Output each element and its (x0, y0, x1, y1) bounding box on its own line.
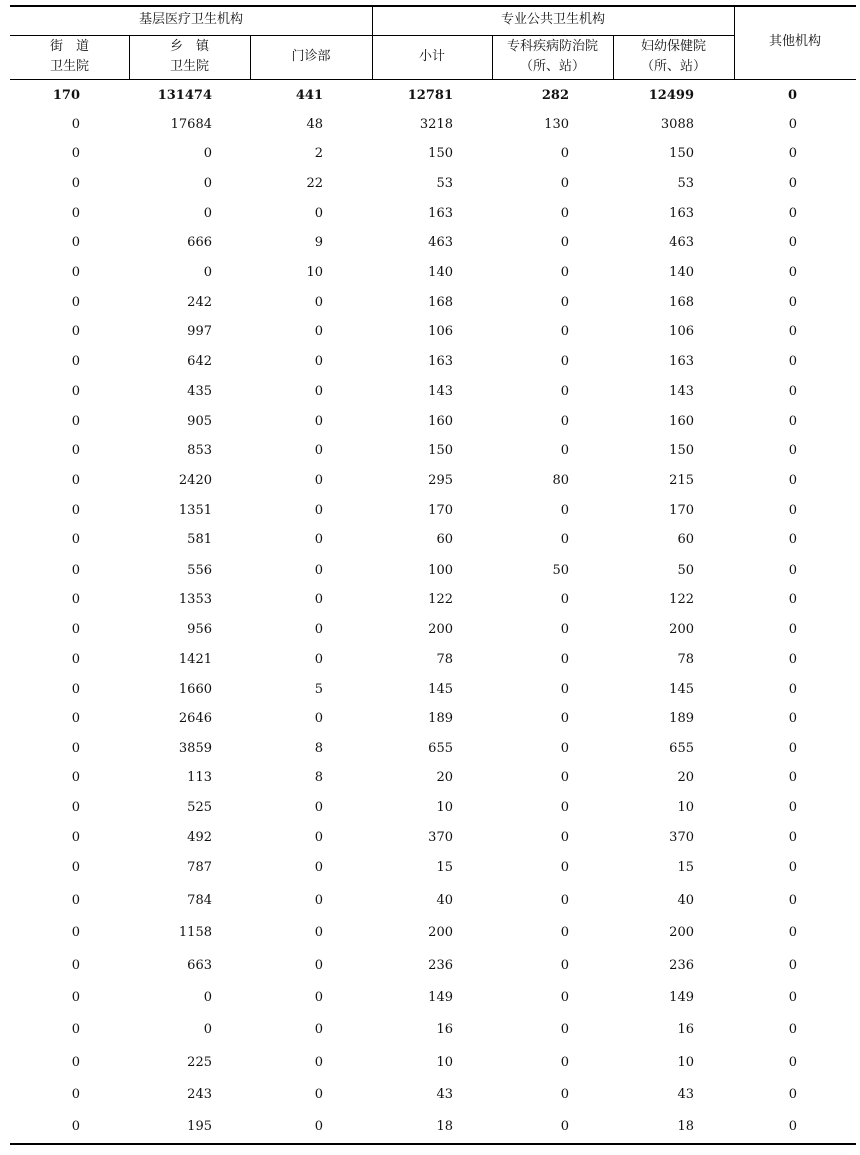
cell-clinic: 0 (314, 958, 323, 973)
cell-specialist: 0 (560, 1022, 569, 1037)
cell-mch: 150 (669, 146, 694, 161)
cell-specialist: 0 (560, 146, 569, 161)
cell-town: 17684 (170, 117, 212, 132)
cell-specialist: 282 (541, 88, 569, 103)
cell-specialist: 50 (552, 563, 569, 578)
cell-street: 0 (71, 682, 80, 697)
cell-street: 0 (71, 958, 80, 973)
cell-clinic: 0 (314, 206, 323, 221)
cell-clinic: 8 (314, 770, 323, 785)
cell-other: 0 (788, 206, 797, 221)
cell-town: 663 (187, 958, 212, 973)
header-subtotal: 小计 (418, 49, 445, 64)
cell-street: 170 (52, 88, 80, 103)
cell-clinic: 0 (314, 800, 323, 815)
cell-clinic: 0 (314, 473, 323, 488)
cell-town: 2420 (178, 473, 212, 488)
cell-clinic: 0 (314, 563, 323, 578)
cell-clinic: 5 (314, 682, 323, 697)
header-mch-line2: （所、站） (640, 59, 706, 74)
cell-clinic: 0 (314, 1119, 323, 1134)
cell-subtotal: 10 (436, 800, 453, 815)
cell-mch: 43 (677, 1087, 694, 1102)
cell-clinic: 0 (314, 622, 323, 637)
cell-town: 525 (187, 800, 212, 815)
cell-other: 0 (788, 770, 797, 785)
cell-street: 0 (71, 592, 80, 607)
table-row (0, 501, 860, 521)
cell-mch: 168 (669, 295, 694, 310)
cell-street: 0 (71, 830, 80, 845)
cell-other: 0 (788, 1022, 797, 1037)
table-row (0, 739, 860, 759)
cell-town: 0 (203, 990, 212, 1005)
cell-clinic: 48 (306, 117, 323, 132)
cell-subtotal: 143 (428, 384, 453, 399)
cell-street: 0 (71, 414, 80, 429)
table-row (0, 144, 860, 164)
cell-clinic: 0 (314, 1087, 323, 1102)
cell-subtotal: 200 (428, 622, 453, 637)
cell-town: 642 (187, 354, 212, 369)
cell-mch: 163 (669, 206, 694, 221)
cell-mch: 463 (669, 235, 694, 250)
table-row (0, 590, 860, 610)
table-row (0, 471, 860, 491)
cell-town: 1353 (178, 592, 212, 607)
cell-mch: 10 (677, 1055, 694, 1070)
cell-other: 0 (788, 532, 797, 547)
cell-clinic: 0 (314, 592, 323, 607)
table-row (0, 412, 860, 432)
cell-specialist: 0 (560, 324, 569, 339)
cell-clinic: 10 (306, 265, 323, 280)
cell-subtotal: 140 (428, 265, 453, 280)
cell-mch: 106 (669, 324, 694, 339)
cell-specialist: 0 (560, 741, 569, 756)
cell-town: 2646 (178, 711, 212, 726)
cell-other: 0 (788, 800, 797, 815)
table-row (0, 1020, 860, 1040)
table-row (0, 233, 860, 253)
cell-street: 0 (71, 295, 80, 310)
cell-specialist: 0 (560, 414, 569, 429)
cell-subtotal: 168 (428, 295, 453, 310)
cell-specialist: 0 (560, 990, 569, 1005)
cell-clinic: 0 (314, 324, 323, 339)
cell-specialist: 0 (560, 711, 569, 726)
cell-other: 0 (788, 295, 797, 310)
cell-other: 0 (788, 1055, 797, 1070)
cell-mch: 145 (669, 682, 694, 697)
cell-subtotal: 20 (436, 770, 453, 785)
cell-clinic: 0 (314, 1055, 323, 1070)
cell-mch: 163 (669, 354, 694, 369)
cell-subtotal: 43 (436, 1087, 453, 1102)
cell-clinic: 0 (314, 990, 323, 1005)
cell-other: 0 (788, 958, 797, 973)
cell-mch: 122 (669, 592, 694, 607)
cell-clinic: 0 (314, 925, 323, 940)
cell-street: 0 (71, 532, 80, 547)
cell-town: 131474 (157, 88, 212, 103)
header-street-line1: 街 道 (49, 39, 89, 54)
cell-specialist: 0 (560, 652, 569, 667)
cell-subtotal: 100 (428, 563, 453, 578)
cell-street: 0 (71, 176, 80, 191)
table-row (0, 891, 860, 911)
cell-subtotal: 106 (428, 324, 453, 339)
cell-specialist: 0 (560, 532, 569, 547)
cell-subtotal: 370 (428, 830, 453, 845)
cell-other: 0 (788, 414, 797, 429)
cell-town: 243 (187, 1087, 212, 1102)
table-row (0, 204, 860, 224)
table-row (0, 293, 860, 313)
cell-subtotal: 189 (428, 711, 453, 726)
table-row (0, 1053, 860, 1073)
cell-subtotal: 15 (436, 860, 453, 875)
cell-mch: 189 (669, 711, 694, 726)
cell-town: 0 (203, 1022, 212, 1037)
cell-mch: 200 (669, 622, 694, 637)
cell-mch: 200 (669, 925, 694, 940)
table-row-total (0, 86, 860, 106)
cell-subtotal: 40 (436, 893, 453, 908)
cell-mch: 40 (677, 893, 694, 908)
cell-specialist: 0 (560, 265, 569, 280)
cell-subtotal: 150 (428, 443, 453, 458)
cell-mch: 18 (677, 1119, 694, 1134)
cell-street: 0 (71, 563, 80, 578)
table-row (0, 561, 860, 581)
cell-specialist: 0 (560, 235, 569, 250)
cell-specialist: 0 (560, 925, 569, 940)
cell-other: 0 (788, 925, 797, 940)
cell-town: 1660 (178, 682, 212, 697)
cell-other: 0 (788, 354, 797, 369)
cell-mch: 149 (669, 990, 694, 1005)
cell-clinic: 9 (314, 235, 323, 250)
cell-town: 0 (203, 176, 212, 191)
cell-other: 0 (788, 860, 797, 875)
cell-street: 0 (71, 117, 80, 132)
cell-clinic: 0 (314, 414, 323, 429)
cell-clinic: 0 (314, 354, 323, 369)
cell-specialist: 0 (560, 682, 569, 697)
group-header-public: 专业公共卫生机构 (500, 12, 605, 27)
cell-subtotal: 145 (428, 682, 453, 697)
cell-mch: 150 (669, 443, 694, 458)
cell-street: 0 (71, 206, 80, 221)
cell-street: 0 (71, 860, 80, 875)
group-header-basic: 基层医疗卫生机构 (138, 12, 243, 27)
table-row (0, 382, 860, 402)
cell-subtotal: 12781 (407, 88, 453, 103)
table-row (0, 858, 860, 878)
cell-town: 225 (187, 1055, 212, 1070)
cell-clinic: 0 (314, 860, 323, 875)
cell-mch: 3088 (660, 117, 694, 132)
table-row (0, 1117, 860, 1137)
cell-mch: 215 (669, 473, 694, 488)
cell-specialist: 0 (560, 503, 569, 518)
cell-specialist: 0 (560, 860, 569, 875)
cell-street: 0 (71, 770, 80, 785)
cell-mch: 140 (669, 265, 694, 280)
cell-subtotal: 163 (428, 354, 453, 369)
table-row (0, 1085, 860, 1105)
cell-subtotal: 3218 (419, 117, 453, 132)
cell-specialist: 0 (560, 443, 569, 458)
cell-other: 0 (788, 1119, 797, 1134)
cell-subtotal: 53 (436, 176, 453, 191)
table-row (0, 828, 860, 848)
cell-clinic: 0 (314, 503, 323, 518)
cell-other: 0 (788, 990, 797, 1005)
cell-street: 0 (71, 652, 80, 667)
cell-mch: 53 (677, 176, 694, 191)
cell-subtotal: 170 (428, 503, 453, 518)
cell-town: 1158 (178, 925, 212, 940)
cell-street: 0 (71, 990, 80, 1005)
cell-other: 0 (788, 324, 797, 339)
table-row (0, 620, 860, 640)
cell-clinic: 0 (314, 711, 323, 726)
cell-mch: 20 (677, 770, 694, 785)
cell-town: 113 (187, 770, 212, 785)
table-row (0, 923, 860, 943)
cell-street: 0 (71, 893, 80, 908)
cell-specialist: 0 (560, 384, 569, 399)
cell-clinic: 0 (314, 1022, 323, 1037)
cell-subtotal: 160 (428, 414, 453, 429)
cell-mch: 50 (677, 563, 694, 578)
cell-specialist: 0 (560, 206, 569, 221)
cell-other: 0 (788, 830, 797, 845)
cell-street: 0 (71, 384, 80, 399)
header-specialist-line2: （所、站） (519, 59, 585, 74)
cell-mch: 10 (677, 800, 694, 815)
cell-town: 956 (187, 622, 212, 637)
cell-specialist: 0 (560, 354, 569, 369)
cell-subtotal: 163 (428, 206, 453, 221)
cell-other: 0 (788, 893, 797, 908)
cell-other: 0 (788, 682, 797, 697)
cell-street: 0 (71, 925, 80, 940)
cell-other: 0 (788, 711, 797, 726)
cell-other: 0 (788, 1087, 797, 1102)
cell-specialist: 0 (560, 1119, 569, 1134)
cell-other: 0 (788, 265, 797, 280)
cell-other: 0 (788, 622, 797, 637)
cell-subtotal: 18 (436, 1119, 453, 1134)
cell-clinic: 0 (314, 532, 323, 547)
cell-street: 0 (71, 1055, 80, 1070)
cell-other: 0 (788, 235, 797, 250)
cell-town: 853 (187, 443, 212, 458)
cell-clinic: 0 (314, 830, 323, 845)
cell-street: 0 (71, 1119, 80, 1134)
cell-other: 0 (787, 88, 797, 103)
cell-mch: 12499 (648, 88, 694, 103)
table-row (0, 709, 860, 729)
cell-town: 195 (187, 1119, 212, 1134)
cell-other: 0 (788, 563, 797, 578)
cell-mch: 655 (669, 741, 694, 756)
table-row (0, 530, 860, 550)
cell-specialist: 0 (560, 800, 569, 815)
cell-street: 0 (71, 354, 80, 369)
cell-subtotal: 122 (428, 592, 453, 607)
table-row (0, 352, 860, 372)
cell-town: 787 (187, 860, 212, 875)
cell-street: 0 (71, 265, 80, 280)
cell-town: 0 (203, 206, 212, 221)
cell-subtotal: 16 (436, 1022, 453, 1037)
cell-mch: 160 (669, 414, 694, 429)
cell-street: 0 (71, 503, 80, 518)
cell-town: 0 (203, 265, 212, 280)
cell-clinic: 2 (314, 146, 323, 161)
cell-clinic: 0 (314, 652, 323, 667)
table-row (0, 988, 860, 1008)
cell-town: 0 (203, 146, 212, 161)
cell-subtotal: 200 (428, 925, 453, 940)
cell-mch: 78 (677, 652, 694, 667)
table-row (0, 680, 860, 700)
cell-clinic: 0 (314, 443, 323, 458)
cell-subtotal: 78 (436, 652, 453, 667)
cell-street: 0 (71, 800, 80, 815)
table-row (0, 768, 860, 788)
header-other: 其他机构 (768, 34, 821, 49)
table-row (0, 798, 860, 818)
cell-street: 0 (71, 324, 80, 339)
cell-other: 0 (788, 176, 797, 191)
cell-mch: 15 (677, 860, 694, 875)
table-row (0, 441, 860, 461)
header-street-line2: 卫生院 (49, 59, 89, 74)
cell-subtotal: 463 (428, 235, 453, 250)
header-town-line1: 乡 镇 (169, 39, 209, 54)
cell-town: 492 (187, 830, 212, 845)
cell-specialist: 0 (560, 592, 569, 607)
cell-specialist: 0 (560, 830, 569, 845)
table-row (0, 322, 860, 342)
cell-specialist: 0 (560, 770, 569, 785)
cell-other: 0 (788, 384, 797, 399)
cell-specialist: 0 (560, 295, 569, 310)
cell-specialist: 0 (560, 893, 569, 908)
cell-other: 0 (788, 652, 797, 667)
header-specialist-line1: 专科疾病防治院 (506, 39, 598, 54)
cell-mch: 16 (677, 1022, 694, 1037)
header-mch-line1: 妇幼保健院 (640, 39, 706, 54)
cell-clinic: 0 (314, 384, 323, 399)
cell-town: 666 (187, 235, 212, 250)
cell-town: 1351 (178, 503, 212, 518)
cell-subtotal: 149 (428, 990, 453, 1005)
cell-street: 0 (71, 741, 80, 756)
cell-other: 0 (788, 503, 797, 518)
cell-street: 0 (71, 473, 80, 488)
cell-other: 0 (788, 117, 797, 132)
cell-town: 905 (187, 414, 212, 429)
cell-town: 556 (187, 563, 212, 578)
cell-town: 242 (187, 295, 212, 310)
cell-town: 997 (187, 324, 212, 339)
cell-mch: 143 (669, 384, 694, 399)
table-row (0, 115, 860, 135)
cell-specialist: 0 (560, 958, 569, 973)
cell-specialist: 0 (560, 176, 569, 191)
cell-subtotal: 655 (428, 741, 453, 756)
header-clinic: 门诊部 (291, 49, 331, 64)
cell-street: 0 (71, 146, 80, 161)
table-row (0, 174, 860, 194)
cell-clinic: 441 (295, 88, 323, 103)
cell-mch: 236 (669, 958, 694, 973)
cell-other: 0 (788, 146, 797, 161)
cell-street: 0 (71, 443, 80, 458)
cell-specialist: 80 (552, 473, 569, 488)
cell-subtotal: 236 (428, 958, 453, 973)
cell-clinic: 22 (306, 176, 323, 191)
cell-subtotal: 150 (428, 146, 453, 161)
cell-mch: 370 (669, 830, 694, 845)
cell-subtotal: 295 (428, 473, 453, 488)
cell-specialist: 0 (560, 1055, 569, 1070)
header-town-line2: 卫生院 (169, 59, 209, 74)
cell-town: 784 (187, 893, 212, 908)
cell-clinic: 8 (314, 741, 323, 756)
cell-street: 0 (71, 711, 80, 726)
cell-street: 0 (71, 622, 80, 637)
cell-other: 0 (788, 473, 797, 488)
cell-other: 0 (788, 443, 797, 458)
cell-specialist: 130 (544, 117, 569, 132)
table-row (0, 956, 860, 976)
cell-subtotal: 10 (436, 1055, 453, 1070)
cell-subtotal: 60 (436, 532, 453, 547)
cell-street: 0 (71, 1022, 80, 1037)
cell-town: 1421 (178, 652, 212, 667)
cell-specialist: 0 (560, 622, 569, 637)
table-row (0, 263, 860, 283)
cell-clinic: 0 (314, 893, 323, 908)
table-row (0, 650, 860, 670)
cell-street: 0 (71, 1087, 80, 1102)
cell-town: 3859 (178, 741, 212, 756)
cell-clinic: 0 (314, 295, 323, 310)
cell-street: 0 (71, 235, 80, 250)
cell-mch: 60 (677, 532, 694, 547)
cell-mch: 170 (669, 503, 694, 518)
cell-town: 435 (187, 384, 212, 399)
cell-town: 581 (187, 532, 212, 547)
cell-other: 0 (788, 592, 797, 607)
cell-specialist: 0 (560, 1087, 569, 1102)
cell-other: 0 (788, 741, 797, 756)
